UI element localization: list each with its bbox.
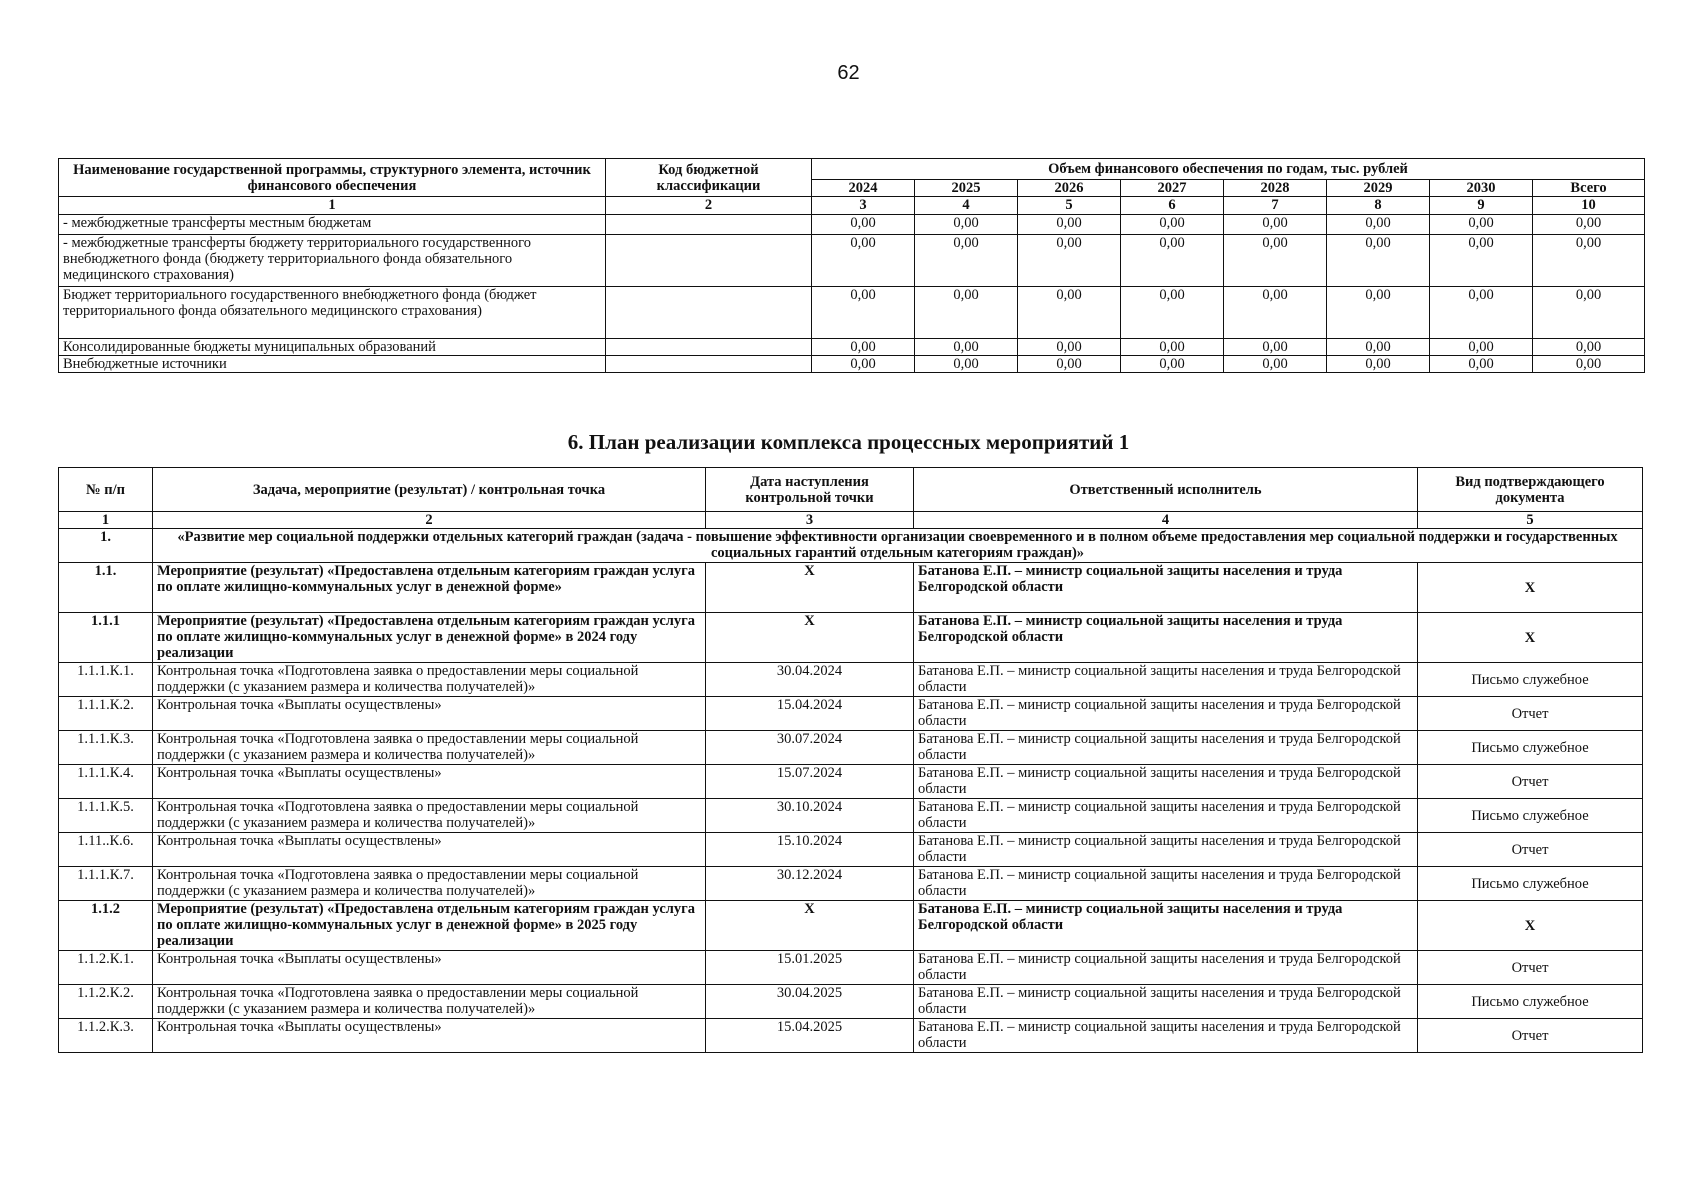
- plan-row-doc: Письмо служебное: [1418, 799, 1643, 833]
- plan-row-text: Контрольная точка «Выплаты осуществлены»: [153, 1019, 706, 1053]
- fin-row-value: 0,00: [1533, 287, 1645, 339]
- plan-row-resp: Батанова Е.П. – министр социальной защиты населения и труда Белгородской области: [914, 951, 1418, 985]
- plan-row-resp: Батанова Е.П. – министр социальной защиты населения и труда Белгородской области: [914, 1019, 1418, 1053]
- fin-row-value: 0,00: [812, 287, 915, 339]
- plan-index-cell: 5: [1418, 512, 1643, 529]
- plan-row-text: Контрольная точка «Выплаты осуществлены»: [153, 833, 706, 867]
- fin-row-value: 0,00: [1121, 287, 1224, 339]
- fin-row-name: - межбюджетные трансферты бюджету территориального государственного внебюджетного фонда (бюджету территориального фонда обязательного медицинского страхования): [59, 235, 606, 287]
- plan-row-date: X: [706, 613, 914, 663]
- fin-row-value: 0,00: [1018, 235, 1121, 287]
- plan-row-date: 15.07.2024: [706, 765, 914, 799]
- fin-row-value: 0,00: [1121, 235, 1224, 287]
- plan-row-doc: Письмо служебное: [1418, 985, 1643, 1019]
- fin-row-value: 0,00: [1430, 235, 1533, 287]
- plan-row-text: Контрольная точка «Выплаты осуществлены»: [153, 765, 706, 799]
- plan-row-doc: Отчет: [1418, 697, 1643, 731]
- plan-row-date: 30.12.2024: [706, 867, 914, 901]
- plan-row-text: Мероприятие (результат) «Предоставлена отдельным категориям граждан услуга по оплате жилищно-коммунальных услуг в денежной форме»: [153, 563, 706, 613]
- plan-row-date: X: [706, 901, 914, 951]
- plan-table: [58, 467, 1643, 1053]
- fin-row-value: 0,00: [915, 356, 1018, 373]
- fin-row-value: 0,00: [1018, 356, 1121, 373]
- plan-row-doc: X: [1418, 613, 1643, 663]
- fin-row-value: 0,00: [1430, 356, 1533, 373]
- fin-row-value: 0,00: [1121, 215, 1224, 235]
- plan-row-text: Контрольная точка «Выплаты осуществлены»: [153, 951, 706, 985]
- plan-row-date: X: [706, 563, 914, 613]
- fin-year-header: 2029: [1327, 180, 1430, 197]
- plan-row-num: 1.1.1.К.3.: [59, 731, 153, 765]
- plan-row-doc: Письмо служебное: [1418, 731, 1643, 765]
- fin-row-name: Внебюджетные источники: [59, 356, 606, 373]
- fin-row-value: 0,00: [915, 215, 1018, 235]
- fin-row-name: Бюджет территориального государственного внебюджетного фонда (бюджет территориального фонда обязательного медицинского страхования): [59, 287, 606, 339]
- fin-index-cell: 3: [812, 197, 915, 215]
- fin-row: [59, 356, 1645, 373]
- plan-row-num: 1.1.1: [59, 613, 153, 663]
- plan-row-date: 30.07.2024: [706, 731, 914, 765]
- plan-row-doc: X: [1418, 563, 1643, 613]
- plan-task-row: [59, 529, 1643, 563]
- fin-row-value: 0,00: [1121, 339, 1224, 356]
- fin-row-value: 0,00: [915, 287, 1018, 339]
- plan-row-doc: X: [1418, 901, 1643, 951]
- plan-row-text: Контрольная точка «Подготовлена заявка о предоставлении меры социальной поддержки (с указанием размера и количества получателей)»: [153, 985, 706, 1019]
- plan-row-resp: Батанова Е.П. – министр социальной защиты населения и труда Белгородской области: [914, 833, 1418, 867]
- plan-row-date: 30.04.2025: [706, 985, 914, 1019]
- plan-row-resp: Батанова Е.П. – министр социальной защиты населения и труда Белгородской области: [914, 985, 1418, 1019]
- fin-row-value: 0,00: [1327, 339, 1430, 356]
- task-text: «Развитие мер социальной поддержки отдельных категорий граждан (задача - повышение эффективности организации своевременного и в полном объеме предоставления мер социальной поддержки и государственных социальных гарантий отдельным категориям граждан)»: [153, 529, 1643, 563]
- plan-row-resp: Батанова Е.П. – министр социальной защиты населения и труда Белгородской области: [914, 663, 1418, 697]
- plan-checkpoint-row: [59, 799, 1643, 833]
- plan-row-num: 1.1.1.К.7.: [59, 867, 153, 901]
- plan-checkpoint-row: [59, 697, 1643, 731]
- plan-index-row: [59, 512, 1643, 529]
- plan-event-row: [59, 901, 1643, 951]
- plan-row-num: 1.1.1.К.1.: [59, 663, 153, 697]
- plan-row-date: 15.10.2024: [706, 833, 914, 867]
- fin-row-value: 0,00: [1224, 215, 1327, 235]
- fin-row-value: 0,00: [1533, 215, 1645, 235]
- fin-body: [59, 215, 1645, 373]
- fin-index-cell: 4: [915, 197, 1018, 215]
- fin-index-cell: 6: [1121, 197, 1224, 215]
- plan-row-num: 1.1.1.К.2.: [59, 697, 153, 731]
- plan-row-resp: Батанова Е.П. – министр социальной защиты населения и труда Белгородской области: [914, 697, 1418, 731]
- plan-header-doc: Вид подтверждающего документа: [1418, 468, 1643, 512]
- plan-index-cell: 2: [153, 512, 706, 529]
- fin-row-value: 0,00: [1224, 339, 1327, 356]
- fin-row-name: Консолидированные бюджеты муниципальных образований: [59, 339, 606, 356]
- plan-row-doc: Письмо служебное: [1418, 663, 1643, 697]
- fin-row-value: 0,00: [1018, 215, 1121, 235]
- fin-year-header: 2030: [1430, 180, 1533, 197]
- plan-row-resp: Батанова Е.П. – министр социальной защиты населения и труда Белгородской области: [914, 613, 1418, 663]
- fin-row: [59, 339, 1645, 356]
- plan-row-date: 30.10.2024: [706, 799, 914, 833]
- fin-index-cell: 7: [1224, 197, 1327, 215]
- plan-checkpoint-row: [59, 1019, 1643, 1053]
- task-num: 1.: [59, 529, 153, 563]
- fin-index-cell: 9: [1430, 197, 1533, 215]
- fin-index-cell: 10: [1533, 197, 1645, 215]
- plan-checkpoint-row: [59, 663, 1643, 697]
- fin-index-cell: 2: [606, 197, 812, 215]
- fin-row-value: 0,00: [915, 339, 1018, 356]
- plan-row-date: 15.01.2025: [706, 951, 914, 985]
- plan-row-resp: Батанова Е.П. – министр социальной защиты населения и труда Белгородской области: [914, 765, 1418, 799]
- plan-header-num: № п/п: [59, 468, 153, 512]
- fin-row-value: 0,00: [1121, 356, 1224, 373]
- plan-event-row: [59, 613, 1643, 663]
- fin-row-name: - межбюджетные трансферты местным бюджетам: [59, 215, 606, 235]
- fin-index-cell: 1: [59, 197, 606, 215]
- fin-year-header: 2028: [1224, 180, 1327, 197]
- section-title: 6. План реализации комплекса процессных мероприятий 1: [567, 430, 1130, 454]
- plan-row-text: Мероприятие (результат) «Предоставлена отдельным категориям граждан услуга по оплате жилищно-коммунальных услуг в денежной форме» в 2024 году реализации: [153, 613, 706, 663]
- fin-row-code: [606, 215, 812, 235]
- fin-header-volume: Объем финансового обеспечения по годам, тыс. рублей: [812, 159, 1645, 180]
- plan-row-text: Контрольная точка «Выплаты осуществлены»: [153, 697, 706, 731]
- fin-row-value: 0,00: [812, 339, 915, 356]
- plan-row-text: Контрольная точка «Подготовлена заявка о предоставлении меры социальной поддержки (с указанием размера и количества получателей)»: [153, 663, 706, 697]
- fin-index-cell: 5: [1018, 197, 1121, 215]
- plan-row-text: Контрольная точка «Подготовлена заявка о предоставлении меры социальной поддержки (с указанием размера и количества получателей)»: [153, 867, 706, 901]
- fin-row-value: 0,00: [812, 235, 915, 287]
- fin-year-header: 2027: [1121, 180, 1224, 197]
- plan-checkpoint-row: [59, 765, 1643, 799]
- plan-row-resp: Батанова Е.П. – министр социальной защиты населения и труда Белгородской области: [914, 799, 1418, 833]
- fin-year-header: 2024: [812, 180, 915, 197]
- fin-row-value: 0,00: [1327, 235, 1430, 287]
- fin-year-header: 2026: [1018, 180, 1121, 197]
- fin-year-header: Всего: [1533, 180, 1645, 197]
- plan-event-row: [59, 563, 1643, 613]
- plan-body: [59, 529, 1643, 1053]
- plan-row-num: 1.1.: [59, 563, 153, 613]
- fin-index-cell: 8: [1327, 197, 1430, 215]
- plan-row-doc: Отчет: [1418, 833, 1643, 867]
- fin-row: [59, 287, 1645, 339]
- fin-row-code: [606, 235, 812, 287]
- fin-row-value: 0,00: [1224, 287, 1327, 339]
- plan-row-text: Контрольная точка «Подготовлена заявка о предоставлении меры социальной поддержки (с указанием размера и количества получателей)»: [153, 731, 706, 765]
- fin-row-value: 0,00: [1327, 215, 1430, 235]
- fin-row-value: 0,00: [915, 235, 1018, 287]
- plan-row-num: 1.1.1.К.4.: [59, 765, 153, 799]
- page-number: 62: [837, 62, 860, 84]
- plan-row-resp: Батанова Е.П. – министр социальной защиты населения и труда Белгородской области: [914, 901, 1418, 951]
- plan-row-date: 15.04.2025: [706, 1019, 914, 1053]
- fin-row: [59, 215, 1645, 235]
- fin-row: [59, 235, 1645, 287]
- plan-row-num: 1.1.2.К.2.: [59, 985, 153, 1019]
- fin-row-value: 0,00: [1430, 215, 1533, 235]
- plan-header-date: Дата наступления контрольной точки: [706, 468, 914, 512]
- plan-checkpoint-row: [59, 731, 1643, 765]
- plan-row-num: 1.1.1.К.5.: [59, 799, 153, 833]
- plan-row-doc: Отчет: [1418, 765, 1643, 799]
- plan-checkpoint-row: [59, 985, 1643, 1019]
- fin-header-code: Код бюджетной классификации: [606, 159, 812, 197]
- plan-row-num: 1.11..К.6.: [59, 833, 153, 867]
- fin-header-name: Наименование государственной программы, структурного элемента, источник финансового обеспечения: [59, 159, 606, 197]
- plan-header-resp: Ответственный исполнитель: [914, 468, 1418, 512]
- plan-row-doc: Отчет: [1418, 951, 1643, 985]
- plan-index-cell: 1: [59, 512, 153, 529]
- plan-row-date: 15.04.2024: [706, 697, 914, 731]
- plan-row-num: 1.1.2.К.1.: [59, 951, 153, 985]
- plan-index-cell: 4: [914, 512, 1418, 529]
- finance-table: [58, 158, 1645, 373]
- plan-row-doc: Отчет: [1418, 1019, 1643, 1053]
- fin-row-value: 0,00: [1533, 235, 1645, 287]
- fin-index-row: [59, 197, 1645, 215]
- fin-row-value: 0,00: [812, 215, 915, 235]
- fin-row-value: 0,00: [1327, 287, 1430, 339]
- plan-row-num: 1.1.2.К.3.: [59, 1019, 153, 1053]
- fin-row-value: 0,00: [1327, 356, 1430, 373]
- plan-checkpoint-row: [59, 867, 1643, 901]
- fin-row-value: 0,00: [1430, 287, 1533, 339]
- plan-row-date: 30.04.2024: [706, 663, 914, 697]
- fin-row-value: 0,00: [1224, 235, 1327, 287]
- fin-row-code: [606, 287, 812, 339]
- fin-row-code: [606, 356, 812, 373]
- fin-row-value: 0,00: [1018, 287, 1121, 339]
- fin-row-code: [606, 339, 812, 356]
- plan-row-resp: Батанова Е.П. – министр социальной защиты населения и труда Белгородской области: [914, 563, 1418, 613]
- plan-checkpoint-row: [59, 951, 1643, 985]
- plan-index-cell: 3: [706, 512, 914, 529]
- plan-row-resp: Батанова Е.П. – министр социальной защиты населения и труда Белгородской области: [914, 867, 1418, 901]
- fin-row-value: 0,00: [812, 356, 915, 373]
- fin-row-value: 0,00: [1430, 339, 1533, 356]
- plan-header-task: Задача, мероприятие (результат) / контрольная точка: [153, 468, 706, 512]
- fin-row-value: 0,00: [1224, 356, 1327, 373]
- fin-year-header: 2025: [915, 180, 1018, 197]
- plan-row-num: 1.1.2: [59, 901, 153, 951]
- plan-row-text: Мероприятие (результат) «Предоставлена отдельным категориям граждан услуга по оплате жилищно-коммунальных услуг в денежной форме» в 2025 году реализации: [153, 901, 706, 951]
- plan-row-doc: Письмо служебное: [1418, 867, 1643, 901]
- plan-checkpoint-row: [59, 833, 1643, 867]
- plan-row-resp: Батанова Е.П. – министр социальной защиты населения и труда Белгородской области: [914, 731, 1418, 765]
- fin-row-value: 0,00: [1533, 339, 1645, 356]
- fin-row-value: 0,00: [1533, 356, 1645, 373]
- fin-row-value: 0,00: [1018, 339, 1121, 356]
- plan-row-text: Контрольная точка «Подготовлена заявка о предоставлении меры социальной поддержки (с указанием размера и количества получателей)»: [153, 799, 706, 833]
